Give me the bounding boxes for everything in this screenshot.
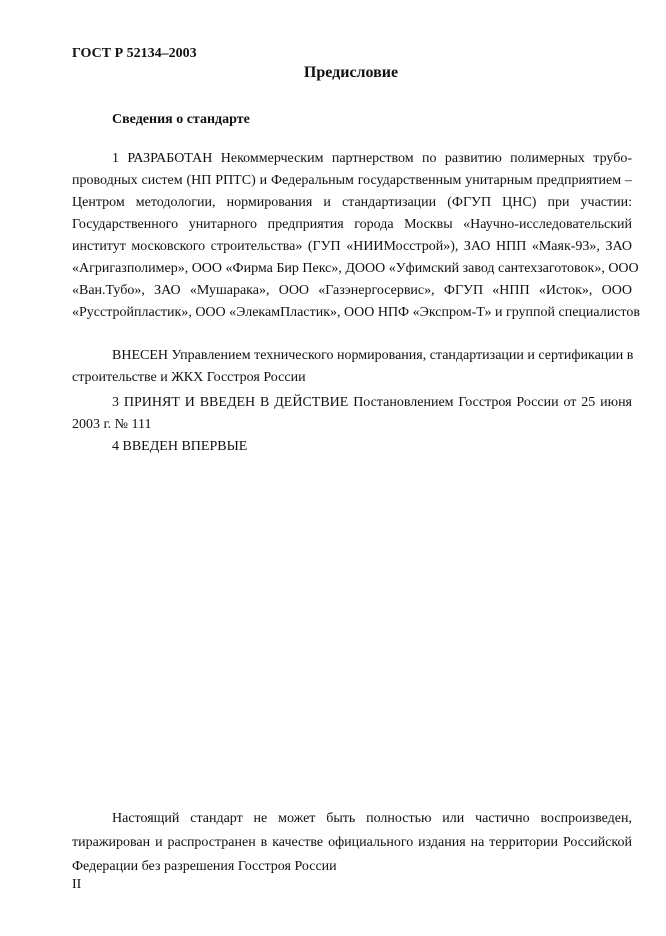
item-3-line: 3 ПРИНЯТ И ВВЕДЕН В ДЕЙСТВИЕ Постановлением Госстроя России от 25 июня [112, 395, 632, 410]
notice-line: Настоящий стандарт не может быть полностью или частично воспроизведен, [112, 811, 632, 826]
section-heading: Сведения о стандарте [112, 112, 250, 127]
item-1-line: Государственного унитарного предприятия города Москвы «Научно-исследовательский [72, 217, 632, 232]
page-title [0, 64, 666, 82]
item-1-line: проводных систем (НП РПТС) и Федеральным государственным унитарным предприятием – [72, 173, 632, 188]
item-1-line: «Агригазполимер», ООО «Фирма Бир Пекс», ДООО «Уфимский завод сантехзаготовок», ООО [72, 261, 639, 276]
notice-line: Федерации без разрешения Госстроя России [72, 859, 337, 874]
document-code: ГОСТ Р 52134–2003 [72, 46, 197, 61]
page-title-text: Предисловие [303, 64, 399, 81]
item-2-line: строительстве и ЖКХ Госстроя России [72, 370, 306, 385]
item-1-line: «Русстройпластик», ООО «ЭлекамПластик», ООО НПФ «Экспром-Т» и группой специалистов [72, 305, 640, 320]
item-3-line: 2003 г. № 111 [72, 417, 152, 432]
notice-line: тиражирован и распространен в качестве официального издания на территории Российской [72, 835, 632, 850]
page-number: II [72, 877, 82, 892]
item-1-line: «Ван.Тубо», ЗАО «Мушарака», ООО «Газэнергосервис», ФГУП «НПП «Исток», ООО [72, 283, 632, 298]
item-1-line: Центром методологии, нормирования и стандартизации (ФГУП ЦНС) при участии: [72, 195, 632, 210]
item-4-first-introduced: 4 ВВЕДЕН ВПЕРВЫЕ [112, 439, 248, 454]
item-1-line: 1 РАЗРАБОТАН Некоммерческим партнерством по развитию полимерных трубо- [112, 151, 632, 166]
item-1-line: институт московского строительства» (ГУП «НИИМосстрой»), ЗАО НПП «Маяк-93», ЗАО [72, 239, 632, 254]
item-2-line: ВНЕСЕН Управлением технического нормирования, стандартизации и сертификации в [112, 348, 634, 363]
